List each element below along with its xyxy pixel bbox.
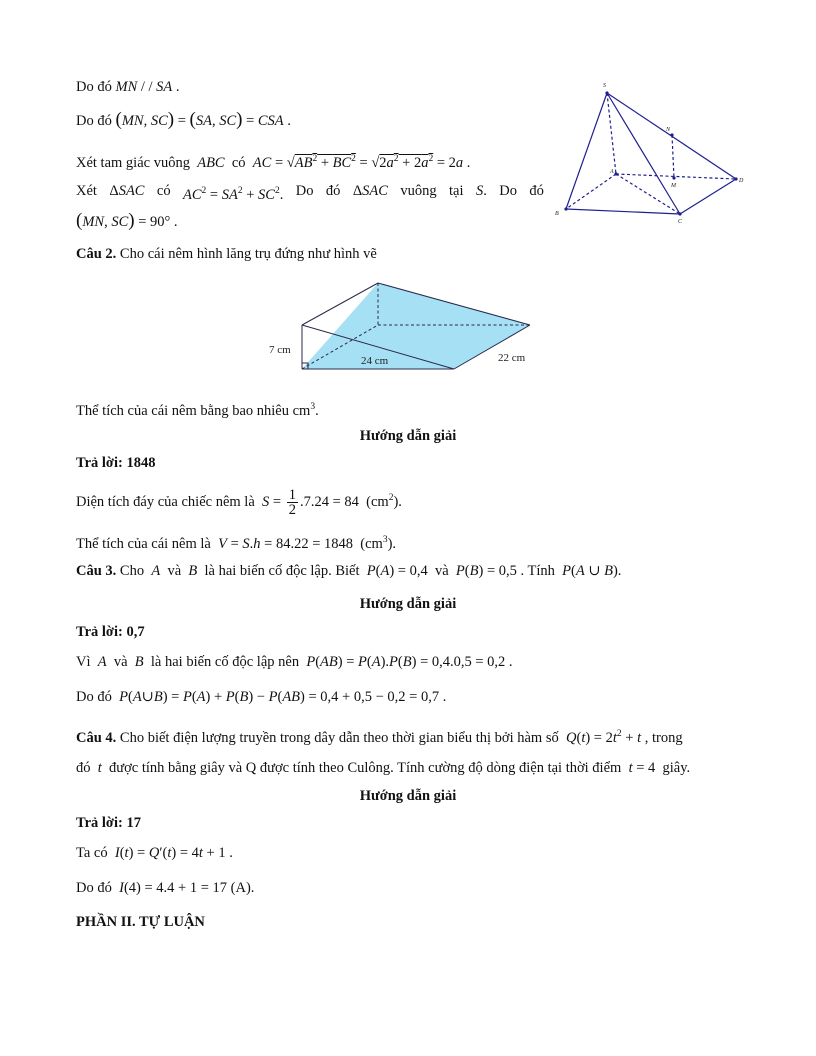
line-ac-length: Xét tam giác vuông ABC có AC = $√AB^2 + BC^2 = √2a^2 + 2a^2 = 2a$ . bbox=[76, 154, 471, 171]
q2-step1: Diện tích đáy của chiếc nêm là S = $\frac{1}{2}$ .7.24 = 84 $(cm^2)$. bbox=[76, 487, 402, 518]
q3-answer: Trả lời: 0,7 bbox=[76, 624, 145, 640]
wedge-label-22: 22 cm bbox=[498, 352, 526, 364]
q4-heading: Hướng dẫn giải bbox=[359, 788, 457, 804]
q3-step1: Vì A và B là hai biến cố độc lập nên P(AB) = P(A).P(B) = 0,4.0,5 = 0,2 . bbox=[76, 654, 513, 670]
wedge-label-24: 24 cm bbox=[361, 355, 389, 367]
label-c: C bbox=[678, 219, 683, 225]
q4-prompt-line1: Câu 4. Cho biết điện lượng truyền trong dây dẫn theo thời gian biểu thị bởi hàm số $Q(t) = 2t^2 + t$ , trong bbox=[76, 729, 683, 746]
line-mn-parallel-sa: Do đó MN / / SA . bbox=[76, 79, 180, 95]
line-angle-mn-sc: Do đó (MN, SC) = (SA, SC) = CSA . bbox=[76, 109, 291, 130]
pyramid-figure bbox=[552, 80, 752, 230]
q4-step2: Do đó I(4) = 4.4 + 1 = 17 (A). bbox=[76, 880, 255, 896]
edge-mn bbox=[672, 135, 674, 178]
wedge-figure bbox=[262, 278, 542, 378]
q4-answer: Trả lời: 17 bbox=[76, 815, 141, 831]
edge-cd bbox=[680, 179, 736, 214]
label-s: S bbox=[603, 83, 606, 89]
wedge-face-back bbox=[302, 283, 530, 369]
edge-bc bbox=[566, 209, 680, 214]
label-n: N bbox=[666, 127, 671, 133]
label-b: B bbox=[555, 211, 559, 217]
line-angle-90: (MN, SC) = 90° . bbox=[76, 210, 178, 231]
label-m: M bbox=[671, 183, 676, 189]
edge-sb bbox=[566, 93, 607, 209]
q4-step1: Ta có I(t) = Q′(t) = 4t + 1 . bbox=[76, 845, 233, 861]
q2-answer: Trả lời: 1848 bbox=[76, 455, 156, 471]
q3-heading: Hướng dẫn giải bbox=[359, 596, 457, 612]
label-a: A bbox=[610, 169, 614, 175]
q2-prompt: Câu 2. Cho cái nêm hình lăng trụ đứng như hình vẽ bbox=[76, 246, 377, 262]
q2-step2: Thể tích của cái nêm là V = S.h = 84.22 = 1848 $(cm^3)$. bbox=[76, 535, 397, 552]
edge-ab bbox=[566, 174, 616, 209]
wedge-label-height: 7 cm bbox=[269, 344, 291, 356]
part2-heading: PHẦN II. TỰ LUẬN bbox=[76, 914, 205, 930]
label-d: D bbox=[739, 178, 744, 184]
line-sac-right: Xét ΔSAC có $AC^2 = SA^2 + SC^2$. Do đó ΔSAC vuông tại S. Do đó bbox=[76, 183, 544, 203]
q2-heading: Hướng dẫn giải bbox=[359, 428, 457, 444]
q3-step2: Do đó P(A∪B) = P(A) + P(B) − P(AB) = 0,4 + 0,5 − 0,2 = 0,7 . bbox=[76, 689, 447, 705]
q4-prompt-line2: đó t được tính bằng giây và Q được tính theo Culông. Tính cường độ dòng điện tại thời điểm t = 4 giây. bbox=[76, 760, 691, 776]
edge-ac bbox=[616, 174, 680, 214]
edge-sc bbox=[607, 93, 680, 214]
q2-question: Thể tích của cái nêm bằng bao nhiêu $cm^3$. bbox=[76, 402, 319, 419]
edge-ad bbox=[616, 174, 736, 179]
q3-prompt: Câu 3. Cho A và B là hai biến cố độc lập. Biết P(A) = 0,4 và P(B) = 0,5 . Tính P(A ∪ B). bbox=[76, 563, 622, 579]
